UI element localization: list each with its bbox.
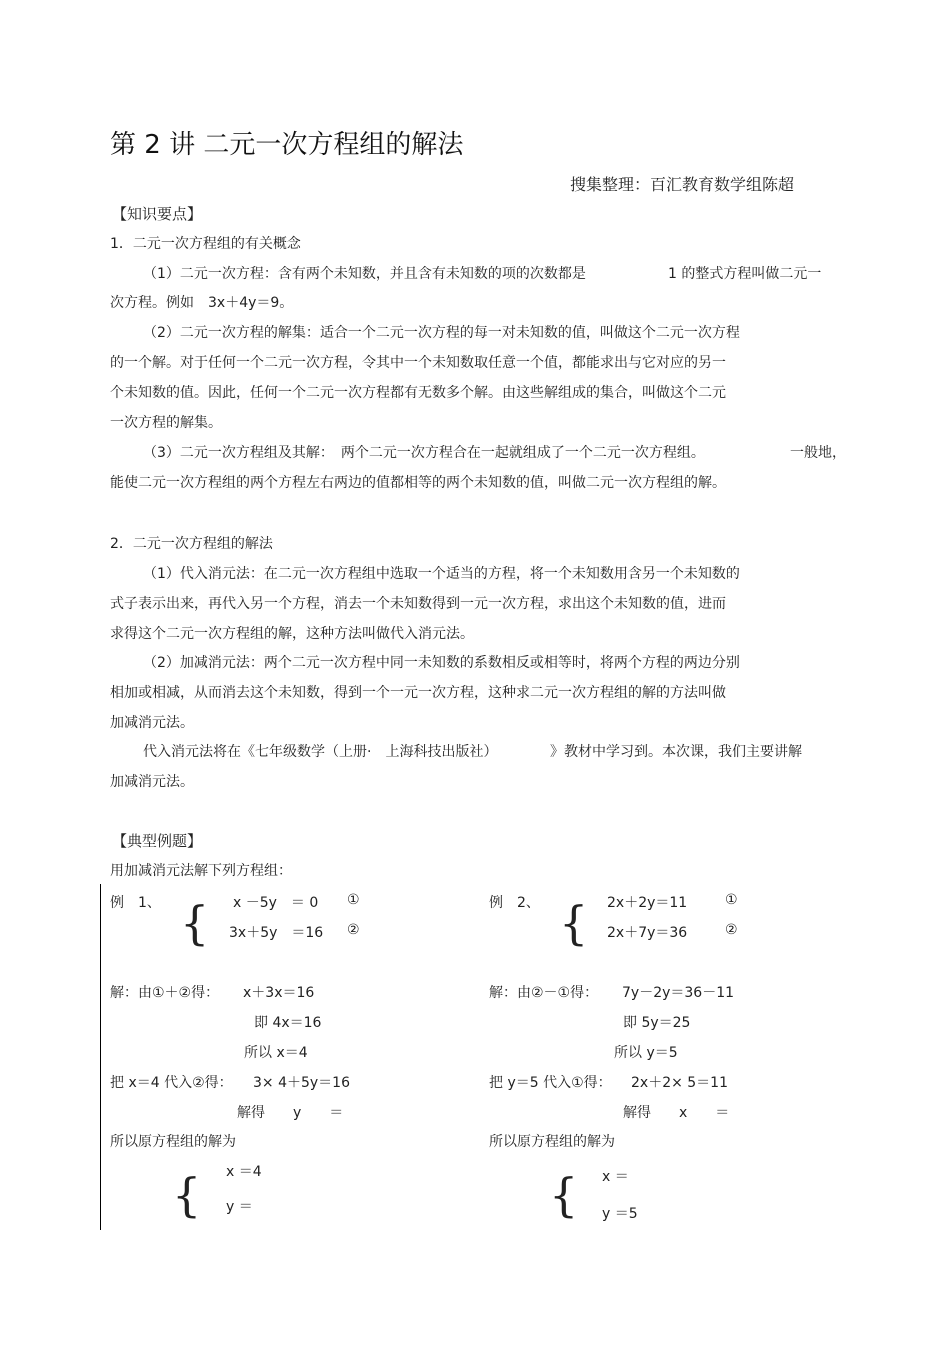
author-line: 搜集整理：百汇教育数学组陈超 [570,175,795,194]
paragraph-text: 次方程。例如 3x＋4y＝9。 [110,295,294,311]
examples-heading: 【典型例题】 [112,832,203,850]
example-1-label: 例 1、 [110,895,161,911]
system-brace: { [549,1168,579,1222]
paragraph-text: （2）二元一次方程的解集：适合一个二元一次方程的每一对未知数的值，叫做这个二元一次方程 [143,325,740,341]
solution-step: 解：由①＋②得： [110,985,220,1001]
paragraph-text: 能使二元一次方程组的两个方程左右两边的值都相等的两个未知数的值，叫做二元一次方程组的解。 [110,475,726,491]
solution-value: y ＝5 [602,1206,638,1222]
solution-step: 即 4x＝16 [254,1015,322,1031]
section-2-title: 2．二元一次方程组的解法 [110,536,273,552]
solution-step: 解得 y ＝ [237,1105,344,1121]
system-brace: { [180,896,210,950]
left-margin-rule [100,884,101,1230]
section-1-title: 1．二元一次方程组的有关概念 [110,236,301,252]
paragraph-text: 求得这个二元一次方程组的解，这种方法叫做代入消元法。 [110,626,474,642]
solution-value: x ＝ [602,1169,629,1185]
paragraph-text: （1）二元一次方程：含有两个未知数，并且含有未知数的项的次数都是 [143,266,586,282]
paragraph-text: 一次方程的解集。 [110,415,222,431]
paragraph-text: 》教材中学习到。本次课，我们主要讲解 [550,744,802,760]
paragraph-text: 代入消元法将在《七年级数学（上册· 上海科技出版社） [143,744,498,760]
solution-step: 所以 y＝5 [614,1045,678,1061]
solution-step: 所以 x＝4 [244,1045,308,1061]
solution-conclusion: 所以原方程组的解为 [489,1134,615,1150]
paragraph-text: 的一个解。对于任何一个二元一次方程，令其中一个未知数取任意一个值，都能求出与它对应的另一 [110,355,726,371]
paragraph-text: 1 的整式方程叫做二元一 [668,266,822,282]
solution-step: 把 y＝5 代入①得： [489,1075,612,1091]
equation: 2x＋7y＝36 [607,925,688,941]
equation: x －5y ＝ 0 [233,895,319,911]
paragraph-text: 一般地， [790,445,846,461]
solution-step: 解得 x ＝ [623,1105,730,1121]
equation-marker: ② [347,922,360,938]
equation: 3x＋5y ＝16 [229,925,324,941]
solution-step: 2x＋2× 5＝11 [631,1075,729,1091]
system-brace: { [172,1168,202,1222]
examples-intro: 用加减消元法解下列方程组： [110,863,292,879]
paragraph-text: （2）加减消元法：两个二元一次方程中同一未知数的系数相反或相等时，将两个方程的两边分别 [143,655,740,671]
example-2-label: 例 2、 [489,895,540,911]
solution-conclusion: 所以原方程组的解为 [110,1134,236,1150]
paragraph-text: 加减消元法。 [110,774,194,790]
equation-marker: ② [725,922,738,938]
paragraph-text: 式子表示出来，再代入另一个方程，消去一个未知数得到一元一次方程，求出这个未知数的值，进而 [110,596,726,612]
paragraph-text: 相加或相减，从而消去这个未知数，得到一个一元一次方程，这种求二元一次方程组的解的方法叫做 [110,685,726,701]
solution-step: 即 5y＝25 [623,1015,691,1031]
equation-marker: ① [347,892,360,908]
system-brace: { [559,896,589,950]
paragraph-text: 加减消元法。 [110,715,194,731]
page-title: 第 2 讲 二元一次方程组的解法 [110,130,464,160]
equation-marker: ① [725,892,738,908]
solution-step: 把 x＝4 代入②得： [110,1075,233,1091]
solution-step: 3× 4＋5y＝16 [253,1075,351,1091]
paragraph-text: （1）代入消元法：在二元一次方程组中选取一个适当的方程，将一个未知数用含另一个未知数的 [143,566,740,582]
solution-value: y ＝ [226,1199,253,1215]
solution-step: 7y－2y＝36－11 [622,985,735,1001]
solution-value: x ＝4 [226,1164,262,1180]
paragraph-text: 个未知数的值。因此，任何一个二元一次方程都有无数多个解。由这些解组成的集合，叫做这个二元 [110,385,726,401]
knowledge-heading: 【知识要点】 [112,205,203,223]
equation: 2x＋2y＝11 [607,895,688,911]
solution-step: 解：由②－①得： [489,985,599,1001]
solution-step: x＋3x＝16 [243,985,315,1001]
paragraph-text: （3）二元一次方程组及其解： 两个二元一次方程合在一起就组成了一个二元一次方程组。 [143,445,705,461]
